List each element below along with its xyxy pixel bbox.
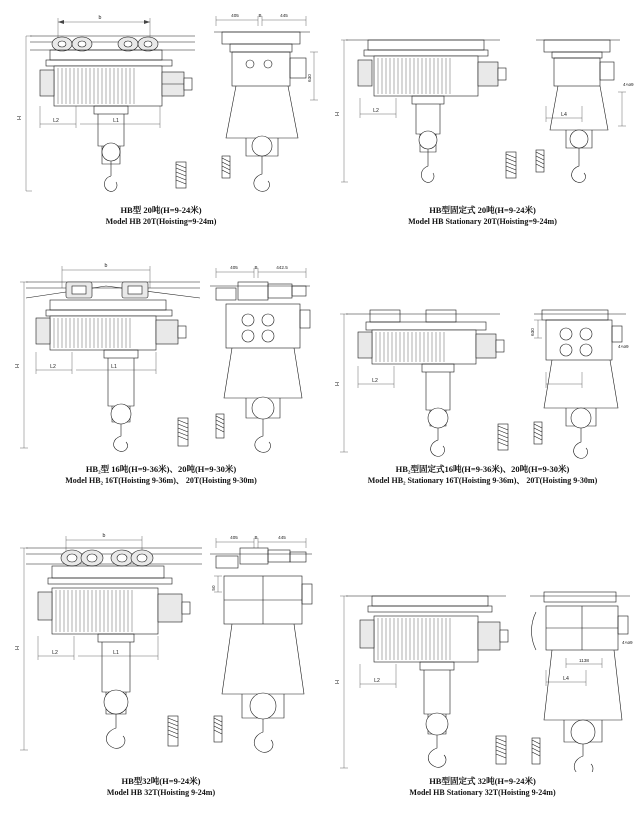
svg-text:H: H xyxy=(335,680,341,684)
svg-text:L1: L1 xyxy=(113,650,119,656)
svg-text:L2: L2 xyxy=(373,108,379,114)
svg-text:445: 445 xyxy=(278,535,286,540)
figure-hb-32t-drawing xyxy=(10,528,322,773)
caption-en: Model HB Stationary 20T(Hoisting=9-24m) xyxy=(408,217,557,226)
svg-text:630: 630 xyxy=(307,74,312,82)
svg-text:L4: L4 xyxy=(561,112,567,118)
figure-hb2-stationary-drawing xyxy=(330,288,635,463)
figure-hb-20t-drawing xyxy=(10,6,322,206)
figure-hb-stationary-20t-drawing xyxy=(330,6,635,206)
svg-text:4×ø9: 4×ø9 xyxy=(623,82,634,87)
figure-hb-stationary-20t-caption xyxy=(322,205,643,227)
svg-text:L1: L1 xyxy=(111,364,117,370)
svg-text:4×ø9: 4×ø9 xyxy=(618,344,629,349)
svg-text:445: 445 xyxy=(280,13,288,18)
figure-hb-stationary-32t-caption xyxy=(322,776,643,798)
caption-cn: HB型固定式 32吨(H=9-24米) xyxy=(429,776,536,786)
svg-text:1138: 1138 xyxy=(579,658,589,663)
svg-text:H: H xyxy=(15,364,21,368)
svg-text:405: 405 xyxy=(230,265,238,270)
figure-hb2-16t-20t-drawing xyxy=(10,258,322,463)
svg-text:442.5: 442.5 xyxy=(276,265,288,270)
caption-cn: HB型 20吨(H=9-24米) xyxy=(120,205,202,215)
svg-text:b: b xyxy=(104,263,108,269)
caption-en: Model HB 20T(Hoisting=9-24m) xyxy=(105,217,217,226)
svg-text:L4: L4 xyxy=(563,676,569,682)
figure-hb2-stationary-caption xyxy=(322,464,643,486)
caption-en: Model HB 32T(Hoisting 9-24m) xyxy=(106,788,216,797)
figure-hb2-16t-20t-caption xyxy=(0,464,322,486)
svg-text:B: B xyxy=(254,535,258,540)
figure-hb-20t-caption xyxy=(0,205,322,227)
svg-text:H: H xyxy=(335,112,341,116)
svg-text:b: b xyxy=(102,533,106,539)
svg-text:4×ø9: 4×ø9 xyxy=(622,640,633,645)
svg-text:B: B xyxy=(254,265,258,270)
svg-text:630: 630 xyxy=(530,328,535,336)
svg-text:50: 50 xyxy=(211,585,216,591)
figure-hb-stationary-32t-drawing xyxy=(330,572,635,772)
svg-text:405: 405 xyxy=(231,13,239,18)
svg-text:L2: L2 xyxy=(374,678,380,684)
svg-text:L1: L1 xyxy=(113,118,119,124)
caption-cn: HB型固定式 20吨(H=9-24米) xyxy=(429,205,536,215)
svg-text:L2: L2 xyxy=(53,118,59,124)
caption-cn: HB₂型固定式16吨(H=9-36米)、20吨(H=9-30米) xyxy=(395,464,570,474)
svg-text:H: H xyxy=(335,382,341,386)
svg-text:H: H xyxy=(17,116,23,120)
svg-text:H: H xyxy=(15,646,21,650)
caption-en: Model HB₂ 16T(Hoisting 9-36m)、 20T(Hoisting 9-30m) xyxy=(65,476,257,485)
caption-cn: HB型32吨(H=9-24米) xyxy=(121,776,201,786)
svg-text:405: 405 xyxy=(230,535,238,540)
caption-en: Model HB Stationary 32T(Hoisting 9-24m) xyxy=(409,788,556,797)
svg-text:L2: L2 xyxy=(50,364,56,370)
svg-text:L2: L2 xyxy=(52,650,58,656)
svg-text:L2: L2 xyxy=(372,378,378,384)
caption-cn: HB₂型 16吨(H=9-36米)、20吨(H=9-30米) xyxy=(85,464,237,474)
caption-en: Model HB₂ Stationary 16T(Hoisting 9-36m)、 20T(Hoisting 9-30m) xyxy=(367,476,598,485)
svg-text:b: b xyxy=(98,15,102,21)
svg-text:B: B xyxy=(258,13,262,18)
figure-hb-32t-caption xyxy=(0,776,322,798)
